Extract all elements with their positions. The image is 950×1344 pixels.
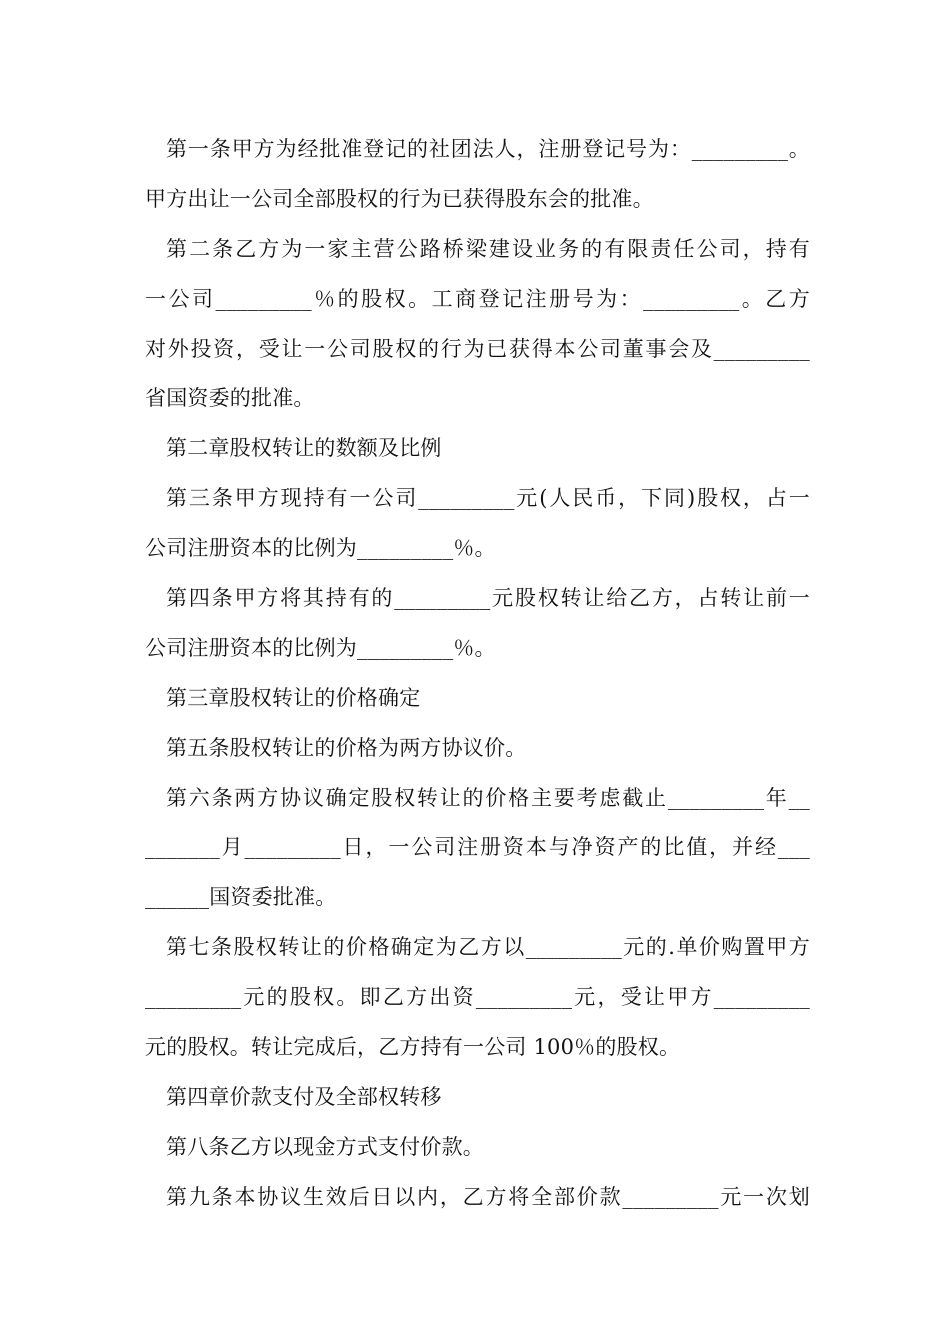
text-line: 第九条本协议生效后日以内，乙方将全部价款_________元一次划 — [166, 1184, 810, 1209]
text-line: 元的股权。转让完成后，乙方持有一公司 100％的股权。 — [145, 1035, 681, 1060]
document-page — [145, 125, 810, 1223]
text-line: 第四条甲方将其持有的_________元股权转让给乙方，占转让前一 — [166, 586, 810, 611]
chapter-heading: 第二章股权转让的数额及比例 — [166, 436, 442, 461]
chapter-heading: 第三章股权转让的价格确定 — [166, 685, 421, 710]
text-line: _______月_________日，一公司注册资本与净资产的比值，并经___ — [145, 835, 810, 860]
text-line: 公司注册资本的比例为_________％。 — [145, 635, 496, 660]
text-line: 一公司_________％的股权。工商登记注册号为：_________。乙方 — [145, 286, 810, 311]
text-line: 第一条甲方为经批准登记的社团法人，注册登记号为：_________。 — [166, 137, 810, 161]
text-line: _________元的股权。即乙方出资_________元，受让甲方_________ — [145, 985, 810, 1010]
text-line: 第五条股权转让的价格为两方协议价。 — [166, 735, 527, 760]
text-line: 第七条股权转让的价格确定为乙方以_________元的.单价购置甲方 — [166, 935, 810, 960]
text-line: 第三条甲方现持有一公司_________元(人民币，下同)股权，占一 — [166, 486, 810, 511]
text-line: 省国资委的批准。 — [145, 386, 315, 411]
chapter-heading: 第四章价款支付及全部权转移 — [166, 1084, 442, 1109]
text-line: 第六条两方协议确定股权转让的价格主要考虑截止_________年__ — [166, 785, 810, 810]
text-line: 第二条乙方为一家主营公路桥梁建设业务的有限责任公司，持有 — [166, 236, 810, 261]
text-line: 公司注册资本的比例为_________％。 — [145, 536, 496, 561]
text-line: 第八条乙方以现金方式支付价款。 — [166, 1134, 484, 1159]
text-line: ______国资委批准。 — [145, 885, 337, 910]
text-line: 甲方出让一公司全部股权的行为已获得股东会的批准。 — [145, 186, 654, 211]
text-line: 对外投资，受让一公司股权的行为已获得本公司董事会及_________ — [145, 336, 810, 361]
